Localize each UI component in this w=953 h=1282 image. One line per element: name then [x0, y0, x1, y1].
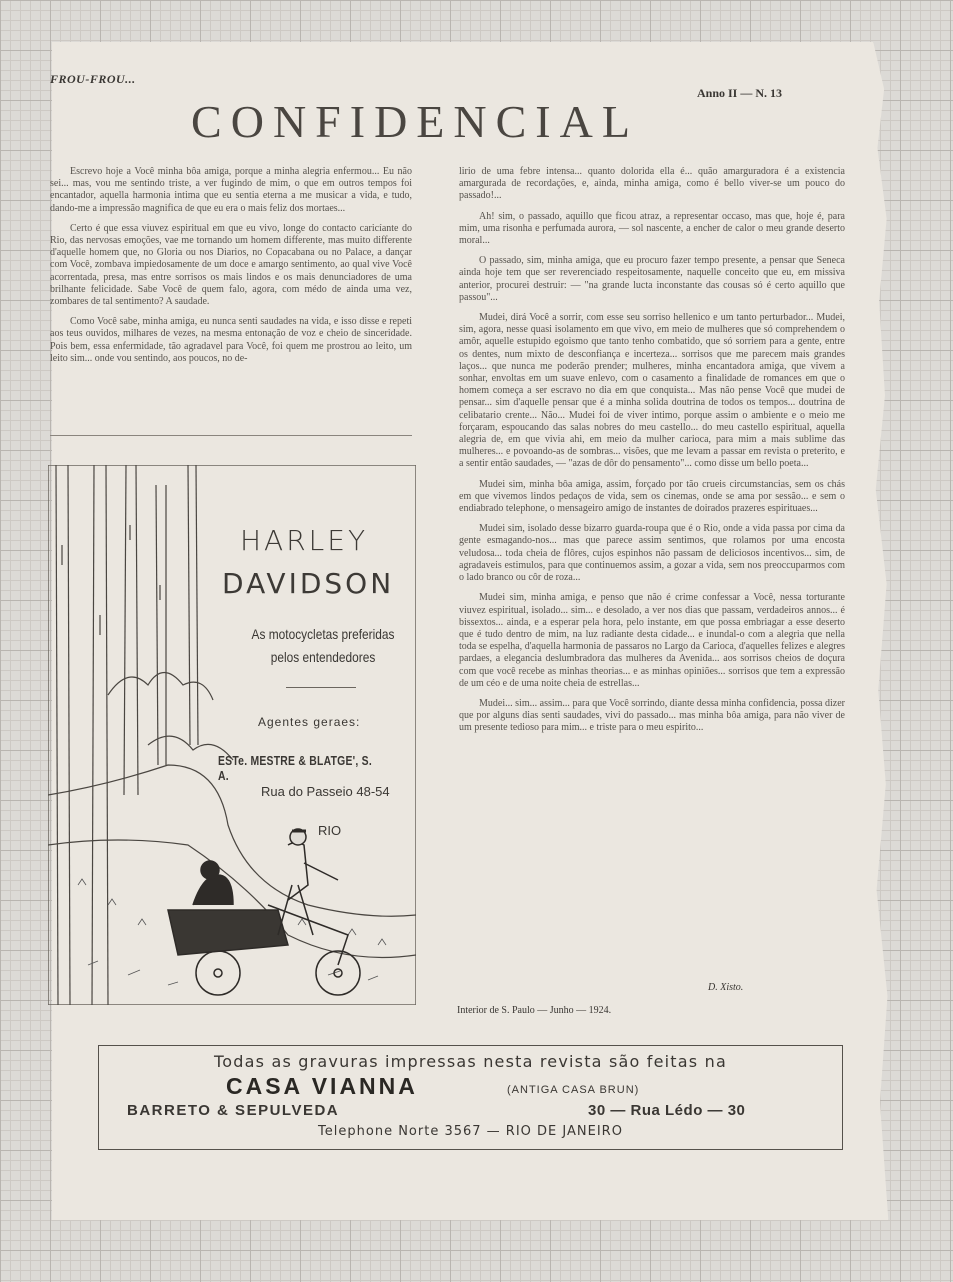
ad-slogan-line2: pelos entendedores [270, 649, 376, 665]
box-brand: CASA VIANNA [226, 1073, 418, 1099]
article-signature: D. Xisto. [708, 982, 744, 993]
box-street: 30 — Rua Lédo — 30 [588, 1102, 746, 1119]
article-paragraph: Mudei sim, minha amiga, e penso que não é crime confessar a Você, nessa torturante viuvez espiritual, isolado... sim... e desolado, a ver nos dias que passam, verdadeiros annos... é bissextos... ainda, e a esperar pela hora, pelo instante, em que possa embriagar a esse deserto que é tudo dentro de mim, na luz radiante desta cidade... e inundal-o com a alegria que nella toda se espelha, d'aquella harmonia de passaros no Largo da Carioca, d'aquelles felizes e alegres pardaes, a elegancia deslumbradora das mulheres da Avenida... aos sorrisos cheios de doçura com que você recebe as minhas theorias... e as minhas opiniões... sorrisos que tem a expressão de um céo e de uma noite cheia de estrellas... [459, 592, 845, 689]
ad-address: Rua do Passeio 48-54 [261, 784, 390, 799]
ad-agents-label: Agentes geraes: [258, 715, 361, 729]
ad-slogan-line1: As motocycletas preferidas [251, 626, 395, 642]
article-paragraph: Mudei, dirá Você a sorrir, com esse seu sorriso hellenico e um tanto perturbador... Mudei, sim, agora, nesse quasi isolamento em que vivo, em meio de mulheres que só comprehendem o amôr, aquelle estupido egoismo que tanto tenho combatido, que só sorriem para a gente, entre os dentes, num mixto de desconfiança e incerteza... sorrisos que me parecem mais grandes laços... que nunca me poderão prender; mulheres, minha encantadora amiga, que vivem a sonhar, envoltas em um suave enlevo, com o casamento a finalidade de romances em que o homem começa a ser escravo no dia em que conquista... Mas não pense Você que mudei de pensar... sim d'aquelle pensar que é a minha solida doutrina de todos os tempos... doutrina de celibatario crente... Não... Mudei foi de viver intimo, porque assim o ambiente e o meio me forçaram, espoucando das salas nobres do meu castello... do meu castello espiritual, aquella alegria de, em que vivia ahi, em meio da mulher carioca, para mim a mais sublime das mulheres... e povoando-as de sombras... visões, que me levam a passar em revista o preterito, e a sentir então saudades, — "azas de dôr do pensamento"... como disse um bello poeta... [459, 312, 845, 470]
article-paragraph: Mudei sim, minha bôa amiga, assim, forçado por tão crueis circumstancias, sem os chás em que vivemos lindos pedaços de vida, sem os cinemas, onde se ama por sessão... e sem o endiabrado telephone, o mensageiro amigo de instantes de doirados prazeres espirituaes... [459, 478, 845, 515]
box-owners: BARRETO & SEPULVEDA [127, 1102, 340, 1119]
box-line-engravings: Todas as gravuras impressas nesta revista são feitas na [214, 1052, 727, 1071]
article-paragraph: lirio de uma febre intensa... quanto dolorida ella é... quão amarguradora é a existencia amargurada de recordações, e, ainda, minha amiga, como é bello viver-se um pouco do passado!... [459, 166, 845, 202]
ad-divider [286, 687, 356, 688]
article-left-column [50, 166, 412, 373]
column-divider [50, 435, 412, 436]
box-phone: Telephone Norte 3567 — RIO DE JANEIRO [318, 1124, 623, 1139]
article-paragraph: Mudei sim, isolado desse bizarro guarda-roupa que é o Rio, onde a vida passa por cima da gente esmagando-nos... mas que parece assim sentimos, que rolamos por uma encosta veludosa... toda cheia de flôres, cujos espinhos não passam de deliciosos incentivos... sim, de agradaveis estimulos, para que continuemos assim, a gozar a vida, sem nos preoccuparmos com o lado branco ou côr de roza... [459, 523, 845, 584]
issue-number: Anno II — N. 13 [697, 86, 783, 100]
article-paragraph: Mudei... sim... assim... para que Você sorrindo, diante dessa minha confidencia, possa dizer que por alguns dias senti saudades, vivi do passado... mas minha bôa amiga, para não viver de um presente tedioso para mim... e triste para o meu espirito... [459, 697, 845, 734]
article-right-column [459, 166, 845, 743]
article-title: CONFIDENCIAL [191, 96, 639, 147]
ad-brand-line1: HARLEY [240, 524, 369, 557]
article-paragraph: Certo é que essa viuvez espiritual em que eu vivo, longe do contacto caricíante do Rio, das nervosas emoções, vae me tornando um homem differente, mas muito differente d'aquelle homem que, no Gloria ou nos Diarios, no Copacabana ou no Palace, a dançar com Você, zombava impiedosamente de um doce e amargo sentimento, ao qual vive Você acorrentada, presa, mas entre sorrisos os mais lindos e os mais denunciadores de uma brilhante felicidade. Sabe Você de quem falo, agora, com médo de ainda uma vez, zombares de tal sentimento? A saudade. [50, 222, 412, 308]
article-paragraph: Como Você sabe, minha amiga, eu nunca senti saudades na vida, e isso disse e repeti aos teus ouvidos, milhares de vezes, na mesma entonação de voz e cheio de sinceridade. Pois bem, essa enfermidade, tão agradavel para Você, foi quem me prostrou ao leito, um leito sim... onde vou sentindo, aos poucos, no de- [50, 316, 412, 364]
article-paragraph: Ah! sim, o passado, aquillo que ficou atraz, a representar occaso, mas que, hoje é, para mim, uma risonha e perfumada aurora, — sol nascente, a encher de calor o meu grande deserto moral... [459, 210, 845, 247]
ad-brand-line2: DAVIDSON [222, 567, 395, 600]
ad-company-name: ESTe. MESTRE & BLATGE', S. A. [218, 753, 372, 783]
article-paragraph: Escrevo hoje a Você minha bôa amiga, porque a minha alegria enfermou... Eu não sei... mas, vou me sentindo triste, a ver fugindo de mim, o que em outros tempos foi encantador, aquella harmonia intima que eu sentia eterna a me musicar a vida, e tudo, dando-me a impressão magnifica de que eu era o mais feliz dos mortaes... [50, 166, 412, 214]
casa-vianna-advertisement [98, 1045, 843, 1150]
article-paragraph: O passado, sim, minha amiga, que eu procuro fazer tempo presente, a pensar que Seneca ainda hoje tem que ser reverenciado respeitosamente, naquelle conceito que eu, em missiva anterior, procurei destruir: — "na grande lucta inconstante das cousas só é certo aquillo que passou"... [459, 255, 845, 303]
magazine-name: FROU-FROU... [50, 72, 136, 86]
article-dateline: Interior de S. Paulo — Junho — 1924. [457, 1005, 612, 1016]
box-brand-note: (ANTIGA CASA BRUN) [507, 1084, 640, 1096]
ad-city: RIO [318, 823, 342, 838]
harley-davidson-advertisement [48, 465, 416, 1005]
